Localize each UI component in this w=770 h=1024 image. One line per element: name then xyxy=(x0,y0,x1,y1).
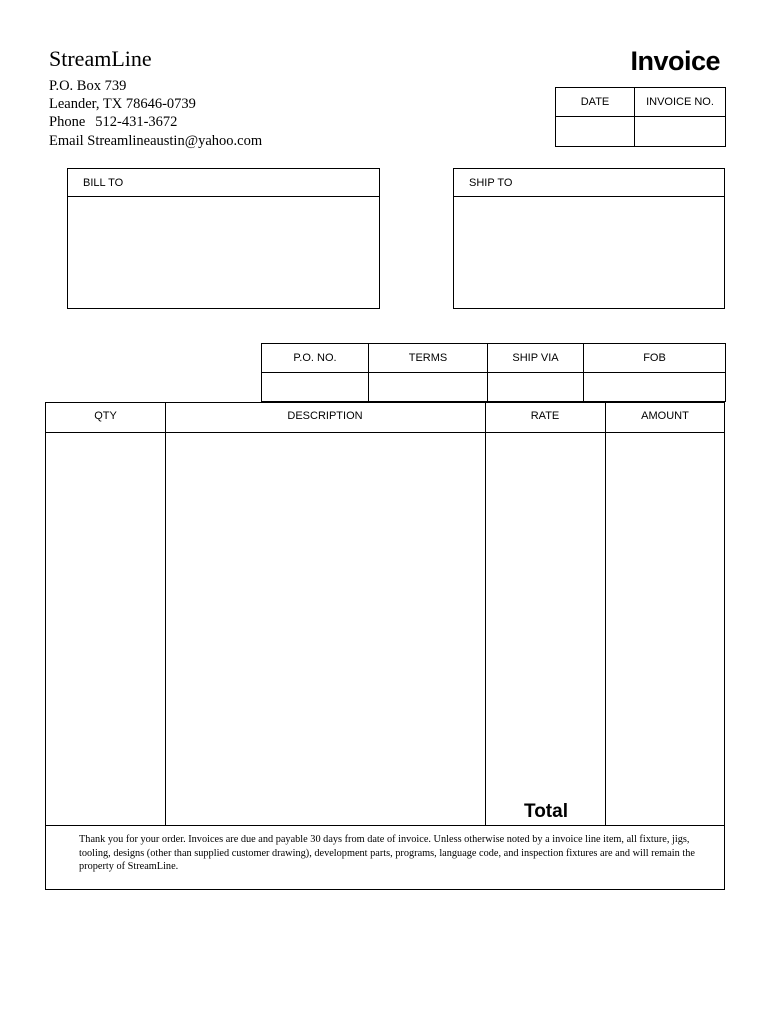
terms-field[interactable] xyxy=(369,373,488,402)
total-label: Total xyxy=(524,801,568,822)
email-address: Streamlineaustin@yahoo.com xyxy=(87,133,263,149)
bill-to-label: BILL TO xyxy=(68,169,379,197)
amount-column-field[interactable] xyxy=(606,433,724,825)
invoice-number-header: INVOICE NO. xyxy=(635,88,726,117)
ship-to-box xyxy=(453,168,725,309)
bill-to-box xyxy=(67,168,380,309)
terms-header: TERMS xyxy=(369,344,488,373)
phone-label: Phone xyxy=(49,114,86,130)
qty-column-field[interactable] xyxy=(46,433,165,825)
invoice-title: Invoice xyxy=(630,46,720,76)
po-number-field[interactable] xyxy=(262,373,369,402)
bill-to-field[interactable] xyxy=(68,197,379,307)
qty-header: QTY xyxy=(94,410,117,422)
rate-header: RATE xyxy=(530,410,560,422)
description-header: DESCRIPTION xyxy=(287,410,363,422)
company-name: StreamLine xyxy=(49,46,152,71)
fob-field[interactable] xyxy=(584,373,726,402)
footer-terms-text: Thank you for your order. Invoices are due and payable 30 days from date of invoice. Unless otherwise noted by a invoice line item, all fixture, jigs, tooling, designs (other than supplied customer drawing), development parts, programs, language code, and inspection fixtures are and will remain the property of StreamLine. xyxy=(79,834,695,872)
description-column-field[interactable] xyxy=(166,433,485,825)
ship-via-header: SHIP VIA xyxy=(488,344,584,373)
ship-via-field[interactable] xyxy=(488,373,584,402)
ship-to-label: SHIP TO xyxy=(454,169,724,197)
line-items-table xyxy=(45,402,725,826)
date-header: DATE xyxy=(556,88,635,117)
rate-column-field[interactable] xyxy=(486,433,605,793)
invoice-info-table xyxy=(555,87,726,147)
phone-number: 512-431-3672 xyxy=(95,114,178,130)
date-field[interactable] xyxy=(556,117,635,147)
amount-header: AMOUNT xyxy=(641,410,689,422)
fob-header: FOB xyxy=(584,344,726,373)
invoice-number-field[interactable] xyxy=(635,117,726,147)
order-meta-table xyxy=(261,343,726,402)
footer-terms-box xyxy=(45,826,725,890)
company-email xyxy=(49,133,262,150)
company-address-line-1: P.O. Box 739 xyxy=(49,78,127,94)
po-number-header: P.O. NO. xyxy=(262,344,369,373)
company-address-line-2: Leander, TX 78646-0739 xyxy=(49,96,196,112)
company-phone xyxy=(49,114,177,131)
email-label: Email xyxy=(49,133,84,149)
ship-to-field[interactable] xyxy=(454,197,724,307)
